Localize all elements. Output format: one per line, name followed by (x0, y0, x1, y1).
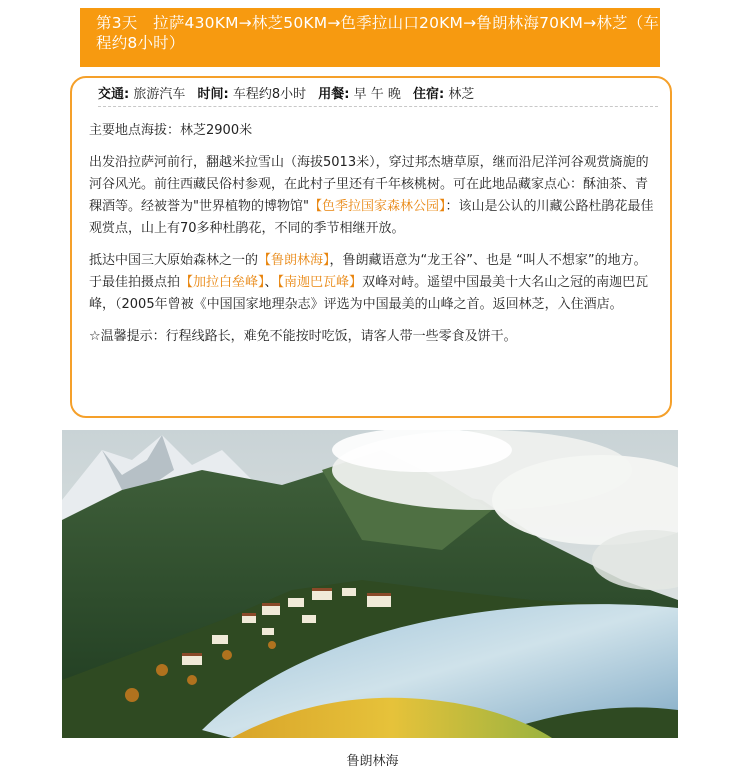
lulang-forest-link[interactable]: 【鲁朗林海】 (258, 253, 330, 268)
jialabailei-peak-link[interactable]: 【加拉白垒峰】 (180, 275, 265, 290)
paragraph-2-text-c: 、 (264, 275, 278, 290)
sejila-park-link[interactable]: 【色季拉国家森林公园】 (308, 199, 446, 214)
lodging-value: 林芝 (448, 87, 475, 102)
transport-value: 旅游汽车 (133, 87, 186, 102)
paragraph-1-text-a: 出发沿拉萨河前行，翻越米拉雪山（海拔5013米），穿过邦杰塘草原，继而沿尼洋河谷观赏旖旎的河谷风光。前往西藏民俗村参观，在此村子里还有千年核桃树。可在此地品藏家点心：酥油茶、青稞酒等。经被誉为"世界植物的博物馆" (89, 155, 649, 214)
paragraph-2 (89, 250, 659, 316)
meals-value: 早 午 晚 (353, 87, 401, 102)
paragraph-1 (89, 152, 659, 240)
day-title: 第3天 拉萨430KM→林芝50KM→色季拉山口20KM→鲁朗林海70KM→林芝（车程约8小时） (96, 14, 660, 52)
tip-line: ☆温馨提示：行程线路长，难免不能按时吃饭，请客人带一些零食及饼干。 (89, 329, 517, 344)
itinerary-box (70, 76, 672, 418)
paragraph-1-text-b: ：该山是公认的川藏公路杜鹃花最佳观赏点，山上有70多种杜鹃花，不同的季节相继开放。 (89, 199, 654, 236)
meta-row (98, 84, 658, 107)
meals-label: 用餐: (318, 87, 350, 102)
altitude-line: 主要地点海拔：林芝2900米 (89, 123, 253, 138)
lodging-label: 住宿: (413, 87, 445, 102)
day-header (80, 8, 660, 67)
paragraph-2-text-a: 抵达中国三大原始森林之一的 (89, 253, 259, 268)
paragraph-2-text-b: ，鲁朗藏语意为“龙王谷”、也是 “叫人不想家”的地方。于最佳拍摄点拍 (89, 253, 647, 290)
transport-label: 交通: (98, 87, 130, 102)
time-label: 时间: (197, 87, 229, 102)
namjagbarwa-peak-link[interactable]: 【南迦巴瓦峰】 (277, 275, 363, 290)
itinerary-content (89, 120, 659, 358)
photo-caption: 鲁朗林海 (346, 754, 399, 769)
lulang-forest-photo (62, 430, 678, 738)
paragraph-2-text-d: 双峰对峙。遥望中国最美十大名山之冠的南迦巴瓦峰，（2005年曾被《中国国家地理杂志》评选为中国最美的山峰之首。返回林芝，入住酒店。 (89, 275, 649, 312)
time-value: 车程约8小时 (232, 87, 307, 102)
